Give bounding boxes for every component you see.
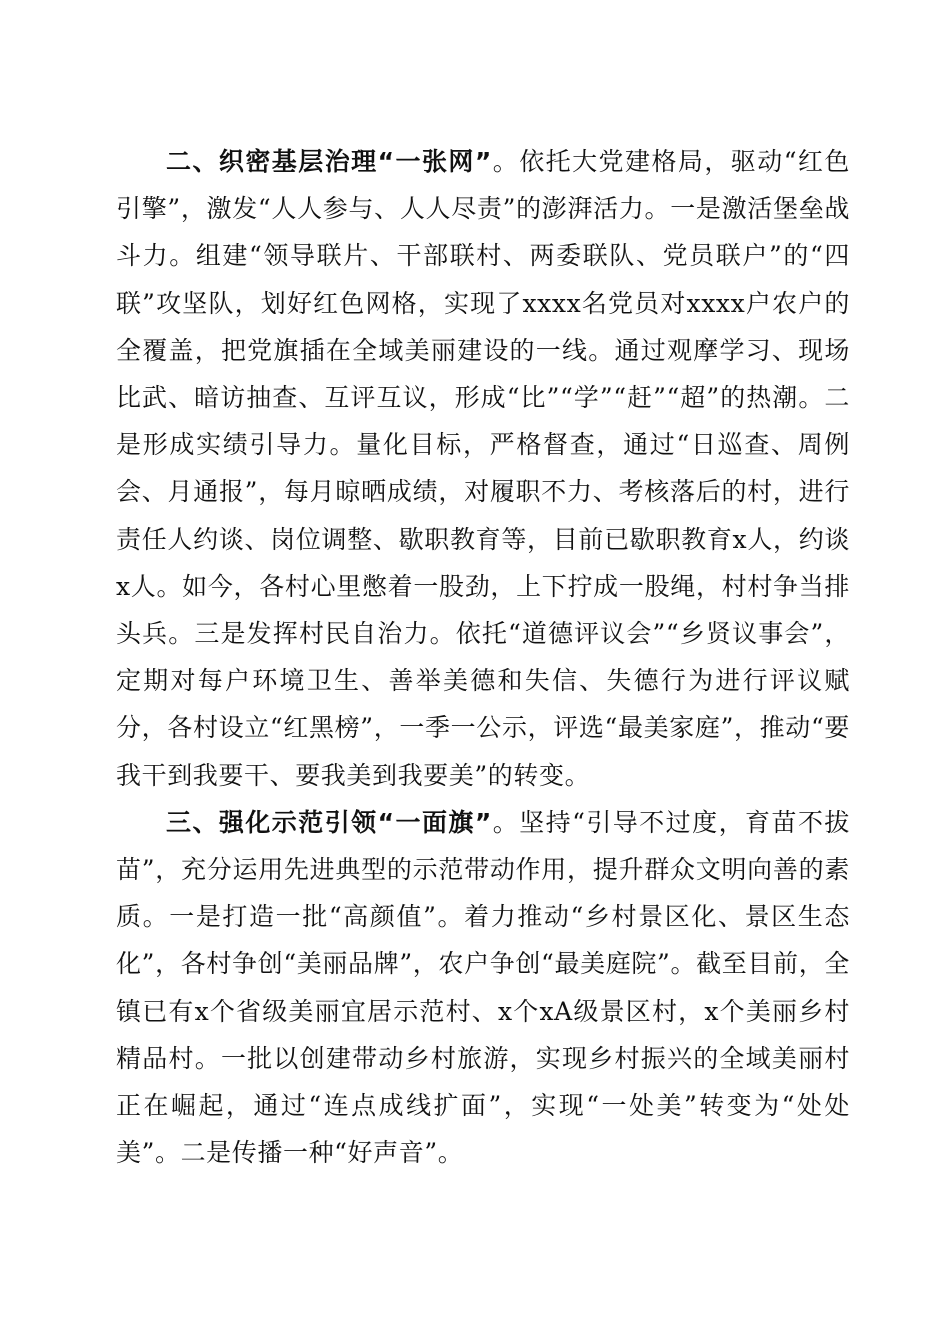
paragraph-heading: 二、织密基层治理“一张网”: [166, 147, 492, 176]
paragraph-demonstration-flag: [116, 799, 850, 1177]
paragraph-governance-network: [116, 138, 850, 799]
document-body: [116, 138, 850, 1176]
paragraph-heading: 三、强化示范引领“一面旗”: [166, 807, 492, 837]
paragraph-text: 。坚持“引导不过度，育苗不拔苗”，充分运用先进典型的示范带动作用，提升群众文明向善的素质。一是打造一批“高颜值”。着力推动“乡村景区化、景区生态化”，各村争创“美丽品牌”，农户争创“最美庭院”。截至目前，全镇已有x个省级美丽宜居示范村、x个xA级景区村，x个美丽乡村精品村。一批以创建带动乡村旅游，实现乡村振兴的全域美丽村正在崛起，通过“连点成线扩面”，实现“一处美”转变为“处处美”。二是传播一种“好声音”。: [116, 807, 850, 1168]
paragraph-text: 。依托大党建格局，驱动“红色引擎”，激发“人人参与、人人尽责”的澎湃活力。一是激活堡垒战斗力。组建“领导联片、干部联村、两委联队、党员联户”的“四联”攻坚队，划好红色网格，实现了xxxx名党员对xxxx户农户的全覆盖，把党旗插在全域美丽建设的一线。通过观摩学习、现场比武、暗访抽查、互评互议，形成“比”“学”“赶”“超”的热潮。二是形成实绩引导力。量化目标，严格督查，通过“日巡查、周例会、月通报”，每月晾晒成绩，对履职不力、考核落后的村，进行责任人约谈、岗位调整、歇职教育等，目前已歇职教育x人，约谈x人。如今，各村心里憋着一股劲，上下拧成一股绳，村村争当排头兵。三是发挥村民自治力。依托“道德评议会”“乡贤议事会”，定期对每户环境卫生、善举美德和失信、失德行为进行评议赋分，各村设立“红黑榜”，一季一公示，评选“最美家庭”，推动“要我干到我要干、要我美到我要美”的转变。: [116, 147, 850, 790]
